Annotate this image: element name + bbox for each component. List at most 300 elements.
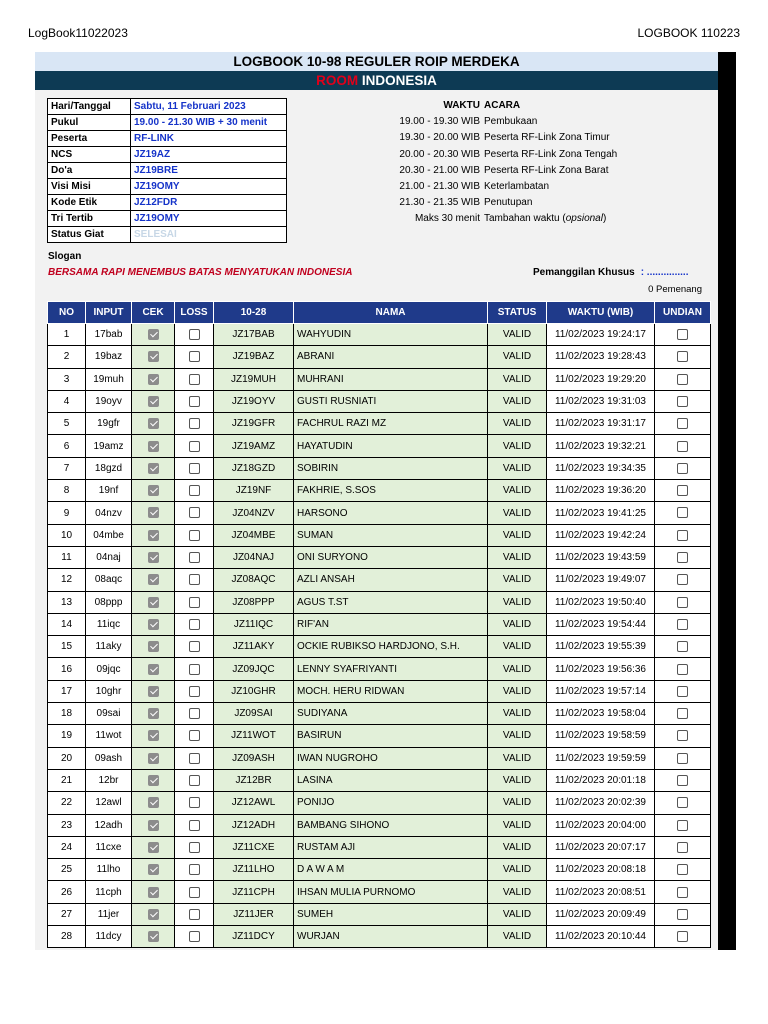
participant-table <box>47 301 711 948</box>
checkbox-checked-icon[interactable] <box>148 351 159 362</box>
checkbox-unchecked-icon[interactable] <box>677 374 688 385</box>
checkbox-checked-icon[interactable] <box>148 887 159 898</box>
col-waktu: WAKTU (WIB) <box>547 302 655 324</box>
row-waktu: 11/02/2023 20:10:44 <box>547 926 655 948</box>
col-nama: NAMA <box>294 302 488 324</box>
row-nama: IWAN NUGROHO <box>294 747 488 769</box>
checkbox-unchecked-icon[interactable] <box>189 887 200 898</box>
checkbox-unchecked-icon[interactable] <box>189 552 200 563</box>
undian-checkbox-cell <box>655 903 711 925</box>
row-status: VALID <box>488 591 547 613</box>
table-row <box>48 324 711 346</box>
info-value: Sabtu, 11 Februari 2023 <box>131 99 287 115</box>
row-waktu: 11/02/2023 19:55:39 <box>547 636 655 658</box>
row-callsign: JZ10GHR <box>214 680 294 702</box>
checkbox-checked-icon[interactable] <box>148 574 159 585</box>
cek-checkbox-cell <box>132 613 175 635</box>
row-status: VALID <box>488 390 547 412</box>
loss-checkbox-cell <box>175 324 214 346</box>
cek-checkbox-cell <box>132 324 175 346</box>
row-no: 11 <box>48 546 86 568</box>
cek-checkbox-cell <box>132 546 175 568</box>
cek-checkbox-cell <box>132 636 175 658</box>
info-label: Hari/Tanggal <box>48 99 131 115</box>
row-waktu: 11/02/2023 19:58:59 <box>547 725 655 747</box>
row-waktu: 11/02/2023 20:09:49 <box>547 903 655 925</box>
schedule-event-header: ACARA <box>484 100 521 111</box>
checkbox-checked-icon[interactable] <box>148 418 159 429</box>
row-nama: MUHRANI <box>294 368 488 390</box>
schedule-row <box>365 179 617 195</box>
checkbox-unchecked-icon[interactable] <box>189 664 200 675</box>
schedule-row <box>365 195 617 211</box>
row-input: 09ash <box>86 747 132 769</box>
undian-checkbox-cell <box>655 725 711 747</box>
row-callsign: JZ19OYV <box>214 390 294 412</box>
loss-checkbox-cell <box>175 769 214 791</box>
checkbox-unchecked-icon[interactable] <box>677 507 688 518</box>
checkbox-unchecked-icon[interactable] <box>189 931 200 942</box>
schedule-time: 19.30 - 20.00 WIB <box>399 132 480 144</box>
schedule-time: 21.30 - 21.35 WIB <box>399 197 480 209</box>
schedule-time-header: WAKTU <box>443 100 480 111</box>
row-nama: WAHYUDIN <box>294 324 488 346</box>
table-row <box>48 457 711 479</box>
loss-checkbox-cell <box>175 747 214 769</box>
row-nama: HAYATUDIN <box>294 435 488 457</box>
row-callsign: JZ04NAJ <box>214 546 294 568</box>
loss-checkbox-cell <box>175 926 214 948</box>
document-header-left: LogBook11022023 <box>28 26 128 40</box>
room-word: ROOM <box>316 73 359 88</box>
info-label: Do'a <box>48 163 131 179</box>
table-header-row <box>48 302 711 324</box>
checkbox-unchecked-icon[interactable] <box>189 686 200 697</box>
row-no: 18 <box>48 703 86 725</box>
info-value: JZ19OMY <box>131 211 287 227</box>
checkbox-unchecked-icon[interactable] <box>189 820 200 831</box>
checkbox-unchecked-icon[interactable] <box>189 730 200 741</box>
cek-checkbox-cell <box>132 368 175 390</box>
checkbox-unchecked-icon[interactable] <box>677 864 688 875</box>
undian-checkbox-cell <box>655 769 711 791</box>
checkbox-unchecked-icon[interactable] <box>189 619 200 630</box>
checkbox-unchecked-icon[interactable] <box>677 329 688 340</box>
row-callsign: JZ09SAI <box>214 703 294 725</box>
row-waktu: 11/02/2023 19:29:20 <box>547 368 655 390</box>
cek-checkbox-cell <box>132 413 175 435</box>
info-label: Visi Misi <box>48 179 131 195</box>
row-status: VALID <box>488 703 547 725</box>
cek-checkbox-cell <box>132 926 175 948</box>
checkbox-checked-icon[interactable] <box>148 797 159 808</box>
table-row <box>48 480 711 502</box>
undian-checkbox-cell <box>655 926 711 948</box>
row-waktu: 11/02/2023 19:42:24 <box>547 524 655 546</box>
checkbox-unchecked-icon[interactable] <box>189 797 200 808</box>
row-input: 12br <box>86 769 132 791</box>
cek-checkbox-cell <box>132 769 175 791</box>
dark-side-bar <box>718 52 736 950</box>
row-status: VALID <box>488 546 547 568</box>
cek-checkbox-cell <box>132 390 175 412</box>
row-callsign: JZ18GZD <box>214 457 294 479</box>
row-nama: HARSONO <box>294 502 488 524</box>
cek-checkbox-cell <box>132 814 175 836</box>
cek-checkbox-cell <box>132 457 175 479</box>
row-no: 4 <box>48 390 86 412</box>
row-callsign: JZ09JQC <box>214 658 294 680</box>
col-no: NO <box>48 302 86 324</box>
info-row <box>48 147 287 163</box>
row-no: 25 <box>48 859 86 881</box>
row-callsign: JZ11CPH <box>214 881 294 903</box>
table-row <box>48 435 711 457</box>
checkbox-checked-icon[interactable] <box>148 374 159 385</box>
checkbox-checked-icon[interactable] <box>148 530 159 541</box>
row-status: VALID <box>488 502 547 524</box>
row-nama: SOBIRIN <box>294 457 488 479</box>
schedule-row <box>365 163 617 179</box>
checkbox-unchecked-icon[interactable] <box>677 842 688 853</box>
checkbox-unchecked-icon[interactable] <box>189 708 200 719</box>
event-info-table <box>47 98 287 243</box>
row-input: 08ppp <box>86 591 132 613</box>
checkbox-unchecked-icon[interactable] <box>677 463 688 474</box>
row-nama: ONI SURYONO <box>294 546 488 568</box>
row-nama: OCKIE RUBIKSO HARDJONO, S.H. <box>294 636 488 658</box>
schedule-event: Pembukaan <box>484 116 538 128</box>
checkbox-unchecked-icon[interactable] <box>677 441 688 452</box>
checkbox-checked-icon[interactable] <box>148 775 159 786</box>
row-input: 10ghr <box>86 680 132 702</box>
row-nama: SUMAN <box>294 524 488 546</box>
row-callsign: JZ11AKY <box>214 636 294 658</box>
checkbox-checked-icon[interactable] <box>148 708 159 719</box>
schedule <box>365 98 617 228</box>
table-row <box>48 390 711 412</box>
checkbox-unchecked-icon[interactable] <box>677 351 688 362</box>
checkbox-unchecked-icon[interactable] <box>677 552 688 563</box>
loss-checkbox-cell <box>175 591 214 613</box>
info-label: Status Giat <box>48 227 131 243</box>
table-row <box>48 747 711 769</box>
row-no: 28 <box>48 926 86 948</box>
table-row <box>48 703 711 725</box>
row-no: 16 <box>48 658 86 680</box>
checkbox-unchecked-icon[interactable] <box>677 485 688 496</box>
cek-checkbox-cell <box>132 480 175 502</box>
row-waktu: 11/02/2023 19:28:43 <box>547 346 655 368</box>
checkbox-checked-icon[interactable] <box>148 507 159 518</box>
row-waktu: 11/02/2023 19:56:36 <box>547 658 655 680</box>
checkbox-unchecked-icon[interactable] <box>677 686 688 697</box>
checkbox-unchecked-icon[interactable] <box>677 797 688 808</box>
checkbox-checked-icon[interactable] <box>148 597 159 608</box>
undian-checkbox-cell <box>655 457 711 479</box>
row-waktu: 11/02/2023 20:08:18 <box>547 859 655 881</box>
undian-checkbox-cell <box>655 324 711 346</box>
checkbox-unchecked-icon[interactable] <box>189 329 200 340</box>
row-status: VALID <box>488 658 547 680</box>
row-nama: FACHRUL RAZI MZ <box>294 413 488 435</box>
loss-checkbox-cell <box>175 569 214 591</box>
checkbox-unchecked-icon[interactable] <box>677 619 688 630</box>
checkbox-unchecked-icon[interactable] <box>189 374 200 385</box>
row-input: 11iqc <box>86 613 132 635</box>
checkbox-unchecked-icon[interactable] <box>677 664 688 675</box>
row-waktu: 11/02/2023 19:24:17 <box>547 324 655 346</box>
col-loss: LOSS <box>175 302 214 324</box>
row-callsign: JZ08PPP <box>214 591 294 613</box>
row-no: 3 <box>48 368 86 390</box>
checkbox-checked-icon[interactable] <box>148 485 159 496</box>
row-waktu: 11/02/2023 19:31:03 <box>547 390 655 412</box>
checkbox-checked-icon[interactable] <box>148 730 159 741</box>
table-row <box>48 613 711 635</box>
undian-checkbox-cell <box>655 703 711 725</box>
row-waktu: 11/02/2023 20:01:18 <box>547 769 655 791</box>
checkbox-unchecked-icon[interactable] <box>189 753 200 764</box>
schedule-extra-event: Tambahan waktu (opsional) <box>484 213 607 225</box>
checkbox-unchecked-icon[interactable] <box>677 909 688 920</box>
undian-checkbox-cell <box>655 546 711 568</box>
row-status: VALID <box>488 814 547 836</box>
checkbox-unchecked-icon[interactable] <box>677 708 688 719</box>
checkbox-unchecked-icon[interactable] <box>189 463 200 474</box>
undian-checkbox-cell <box>655 346 711 368</box>
cek-checkbox-cell <box>132 747 175 769</box>
row-input: 04naj <box>86 546 132 568</box>
row-callsign: JZ19BAZ <box>214 346 294 368</box>
row-waktu: 11/02/2023 20:02:39 <box>547 792 655 814</box>
schedule-header <box>365 98 617 114</box>
schedule-extra-time: Maks 30 menit <box>414 213 480 225</box>
loss-checkbox-cell <box>175 792 214 814</box>
loss-checkbox-cell <box>175 814 214 836</box>
checkbox-checked-icon[interactable] <box>148 931 159 942</box>
row-input: 04nzv <box>86 502 132 524</box>
checkbox-checked-icon[interactable] <box>148 842 159 853</box>
row-input: 19nf <box>86 480 132 502</box>
checkbox-unchecked-icon[interactable] <box>677 597 688 608</box>
schedule-extra <box>365 211 617 227</box>
undian-checkbox-cell <box>655 390 711 412</box>
row-status: VALID <box>488 747 547 769</box>
document-header-right: LOGBOOK 110223 <box>637 26 740 40</box>
row-status: VALID <box>488 524 547 546</box>
checkbox-unchecked-icon[interactable] <box>189 574 200 585</box>
row-no: 2 <box>48 346 86 368</box>
schedule-row <box>365 114 617 130</box>
checkbox-checked-icon[interactable] <box>148 463 159 474</box>
row-input: 11cxe <box>86 836 132 858</box>
checkbox-unchecked-icon[interactable] <box>189 530 200 541</box>
row-input: 11aky <box>86 636 132 658</box>
info-label: Peserta <box>48 131 131 147</box>
undian-checkbox-cell <box>655 435 711 457</box>
checkbox-checked-icon[interactable] <box>148 641 159 652</box>
loss-checkbox-cell <box>175 480 214 502</box>
checkbox-checked-icon[interactable] <box>148 396 159 407</box>
info-label: Kode Etik <box>48 195 131 211</box>
row-no: 6 <box>48 435 86 457</box>
checkbox-checked-icon[interactable] <box>148 329 159 340</box>
row-no: 17 <box>48 680 86 702</box>
row-input: 19muh <box>86 368 132 390</box>
row-no: 20 <box>48 747 86 769</box>
undian-checkbox-cell <box>655 569 711 591</box>
col-cek: CEK <box>132 302 175 324</box>
undian-checkbox-cell <box>655 413 711 435</box>
logbook-title: LOGBOOK 10-98 REGULER ROIP MERDEKA <box>35 52 718 71</box>
checkbox-checked-icon[interactable] <box>148 552 159 563</box>
checkbox-checked-icon[interactable] <box>148 864 159 875</box>
loss-checkbox-cell <box>175 680 214 702</box>
undian-checkbox-cell <box>655 480 711 502</box>
row-input: 17bab <box>86 324 132 346</box>
info-value: JZ19AZ <box>131 147 287 163</box>
info-row <box>48 115 287 131</box>
checkbox-checked-icon[interactable] <box>148 619 159 630</box>
loss-checkbox-cell <box>175 636 214 658</box>
row-input: 18gzd <box>86 457 132 479</box>
checkbox-unchecked-icon[interactable] <box>189 909 200 920</box>
checkbox-unchecked-icon[interactable] <box>189 351 200 362</box>
checkbox-unchecked-icon[interactable] <box>677 530 688 541</box>
row-no: 23 <box>48 814 86 836</box>
undian-checkbox-cell <box>655 524 711 546</box>
row-status: VALID <box>488 457 547 479</box>
row-status: VALID <box>488 613 547 635</box>
cek-checkbox-cell <box>132 881 175 903</box>
checkbox-checked-icon[interactable] <box>148 686 159 697</box>
info-row <box>48 211 287 227</box>
cek-checkbox-cell <box>132 435 175 457</box>
row-waktu: 11/02/2023 19:59:59 <box>547 747 655 769</box>
table-row <box>48 881 711 903</box>
table-row <box>48 926 711 948</box>
row-no: 7 <box>48 457 86 479</box>
row-callsign: JZ17BAB <box>214 324 294 346</box>
row-nama: FAKHRIE, S.SOS <box>294 480 488 502</box>
slogan-text: BERSAMA RAPI MENEMBUS BATAS MENYATUKAN INDONESIA <box>48 267 353 278</box>
checkbox-unchecked-icon[interactable] <box>189 396 200 407</box>
checkbox-unchecked-icon[interactable] <box>677 396 688 407</box>
table-row <box>48 680 711 702</box>
row-status: VALID <box>488 569 547 591</box>
row-status: VALID <box>488 769 547 791</box>
checkbox-checked-icon[interactable] <box>148 909 159 920</box>
pemanggilan-khusus <box>533 267 688 278</box>
row-callsign: JZ12ADH <box>214 814 294 836</box>
cek-checkbox-cell <box>132 792 175 814</box>
table-row <box>48 502 711 524</box>
row-status: VALID <box>488 324 547 346</box>
checkbox-unchecked-icon[interactable] <box>677 887 688 898</box>
undian-checkbox-cell <box>655 658 711 680</box>
cek-checkbox-cell <box>132 703 175 725</box>
undian-checkbox-cell <box>655 747 711 769</box>
checkbox-unchecked-icon[interactable] <box>677 931 688 942</box>
loss-checkbox-cell <box>175 703 214 725</box>
checkbox-unchecked-icon[interactable] <box>677 775 688 786</box>
cek-checkbox-cell <box>132 591 175 613</box>
info-row <box>48 179 287 195</box>
checkbox-unchecked-icon[interactable] <box>189 864 200 875</box>
row-callsign: JZ19MUH <box>214 368 294 390</box>
row-status: VALID <box>488 859 547 881</box>
row-nama: ABRANI <box>294 346 488 368</box>
table-row <box>48 591 711 613</box>
row-no: 14 <box>48 613 86 635</box>
checkbox-unchecked-icon[interactable] <box>677 418 688 429</box>
info-row <box>48 227 287 243</box>
checkbox-checked-icon[interactable] <box>148 664 159 675</box>
row-callsign: JZ12AWL <box>214 792 294 814</box>
checkbox-unchecked-icon[interactable] <box>189 418 200 429</box>
checkbox-unchecked-icon[interactable] <box>189 441 200 452</box>
cek-checkbox-cell <box>132 903 175 925</box>
checkbox-unchecked-icon[interactable] <box>677 753 688 764</box>
undian-checkbox-cell <box>655 368 711 390</box>
info-value: JZ19BRE <box>131 163 287 179</box>
loss-checkbox-cell <box>175 836 214 858</box>
checkbox-unchecked-icon[interactable] <box>189 775 200 786</box>
row-nama: PONIJO <box>294 792 488 814</box>
row-waktu: 11/02/2023 19:49:07 <box>547 569 655 591</box>
checkbox-checked-icon[interactable] <box>148 441 159 452</box>
checkbox-unchecked-icon[interactable] <box>189 842 200 853</box>
pemanggilan-value: : ............... <box>640 267 689 278</box>
row-callsign: JZ19AMZ <box>214 435 294 457</box>
undian-checkbox-cell <box>655 814 711 836</box>
undian-checkbox-cell <box>655 680 711 702</box>
table-row <box>48 792 711 814</box>
undian-checkbox-cell <box>655 636 711 658</box>
row-waktu: 11/02/2023 19:50:40 <box>547 591 655 613</box>
row-status: VALID <box>488 480 547 502</box>
checkbox-unchecked-icon[interactable] <box>677 574 688 585</box>
checkbox-unchecked-icon[interactable] <box>677 641 688 652</box>
row-callsign: JZ04MBE <box>214 524 294 546</box>
row-callsign: JZ11JER <box>214 903 294 925</box>
checkbox-unchecked-icon[interactable] <box>677 820 688 831</box>
loss-checkbox-cell <box>175 524 214 546</box>
room-banner <box>35 71 718 90</box>
schedule-time: 20.30 - 21.00 WIB <box>399 164 480 176</box>
loss-checkbox-cell <box>175 413 214 435</box>
checkbox-unchecked-icon[interactable] <box>189 641 200 652</box>
checkbox-checked-icon[interactable] <box>148 820 159 831</box>
row-no: 8 <box>48 480 86 502</box>
loss-checkbox-cell <box>175 546 214 568</box>
checkbox-unchecked-icon[interactable] <box>189 507 200 518</box>
table-row <box>48 859 711 881</box>
loss-checkbox-cell <box>175 658 214 680</box>
row-input: 19gfr <box>86 413 132 435</box>
row-waktu: 11/02/2023 19:31:17 <box>547 413 655 435</box>
row-nama: AZLI ANSAH <box>294 569 488 591</box>
checkbox-unchecked-icon[interactable] <box>677 730 688 741</box>
undian-checkbox-cell <box>655 613 711 635</box>
loss-checkbox-cell <box>175 435 214 457</box>
checkbox-unchecked-icon[interactable] <box>189 597 200 608</box>
row-input: 11cph <box>86 881 132 903</box>
schedule-event: Peserta RF-Link Zona Tengah <box>484 148 618 160</box>
checkbox-unchecked-icon[interactable] <box>189 485 200 496</box>
checkbox-checked-icon[interactable] <box>148 753 159 764</box>
